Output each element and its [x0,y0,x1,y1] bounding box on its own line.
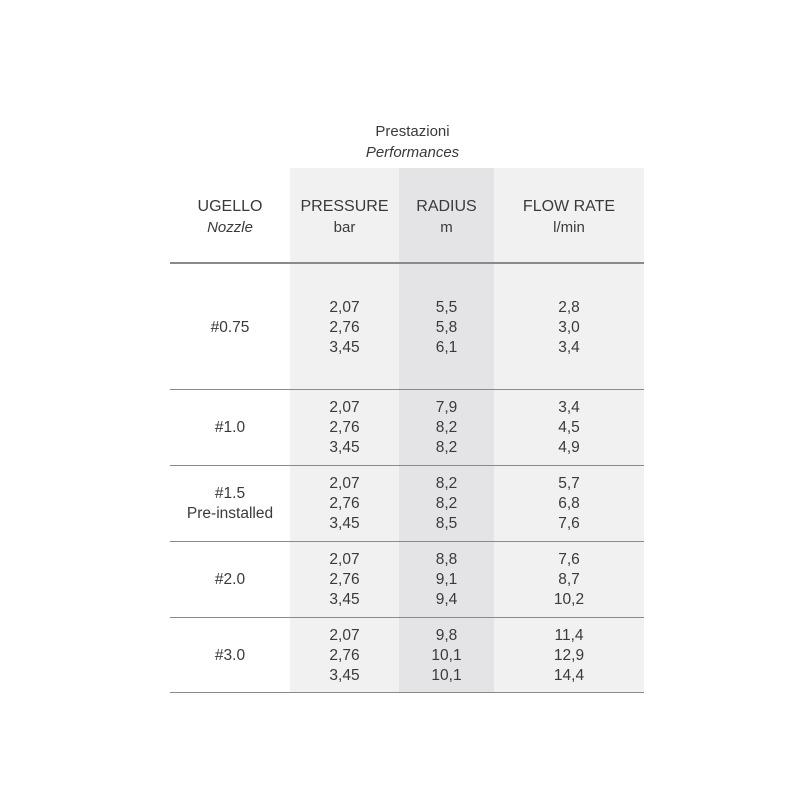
header-radius-unit: m [440,219,453,236]
radius-value: 9,8 [435,627,458,644]
header-divider [170,262,644,264]
radius-value: 7,9 [435,399,458,416]
radius-value: 10,1 [431,667,462,684]
header-pressure-unit: bar [333,219,356,236]
caption-english: Performances [365,144,460,161]
header-nozzle [170,196,290,238]
header-flow [494,196,644,238]
row-divider [170,465,644,466]
pressure-value: 3,45 [329,591,360,608]
flow-rate-value: 3,0 [558,319,580,336]
nozzle-size: #1.0 [214,419,246,436]
nozzle-cell [170,418,290,438]
radius-value: 8,2 [435,419,458,436]
radius-cell [399,550,494,610]
row-divider [170,541,644,542]
header-radius-label: RADIUS [416,198,477,215]
flow-rate-value: 2,8 [558,299,580,316]
radius-value: 9,1 [435,571,458,588]
flow-rate-value: 4,9 [558,439,580,456]
radius-value: 8,2 [435,439,458,456]
flow-cell [494,474,644,534]
flow-cell [494,550,644,610]
nozzle-cell [170,646,290,666]
radius-value: 5,8 [435,319,458,336]
flow-rate-value: 8,7 [558,571,580,588]
radius-value: 8,5 [435,515,458,532]
flow-rate-value: 5,7 [558,475,580,492]
radius-cell [399,398,494,458]
radius-cell [399,474,494,534]
flow-cell [494,298,644,358]
pressure-value: 2,76 [329,319,360,336]
header-nozzle-sub: Nozzle [207,219,253,236]
header-pressure [290,196,399,238]
flow-rate-value: 7,6 [558,515,580,532]
flow-rate-value: 14,4 [553,667,585,684]
pressure-cell [290,474,399,534]
pressure-cell [290,550,399,610]
radius-value: 5,5 [435,299,458,316]
radius-value: 10,1 [431,647,462,664]
pressure-value: 3,45 [329,439,360,456]
pressure-value: 2,76 [329,495,360,512]
header-radius [399,196,494,238]
flow-rate-value: 11,4 [554,627,584,644]
row-divider [170,617,644,618]
flow-rate-value: 7,6 [558,551,580,568]
row-divider [170,692,644,693]
radius-value: 8,2 [435,475,458,492]
header-pressure-label: PRESSURE [300,198,389,215]
radius-value: 9,4 [435,591,458,608]
radius-value: 8,8 [435,551,458,568]
pressure-value: 3,45 [329,339,360,356]
caption-italian: Prestazioni [375,123,450,140]
flow-rate-value: 6,8 [558,495,580,512]
pressure-value: 2,07 [329,399,360,416]
pressure-value: 2,76 [329,419,360,436]
radius-cell [399,298,494,358]
pressure-value: 3,45 [329,667,360,684]
pressure-value: 2,07 [329,475,360,492]
pressure-value: 2,07 [329,627,360,644]
table-caption [290,121,535,163]
pressure-cell [290,298,399,358]
nozzle-size: #2.0 [214,571,246,588]
radius-cell [399,626,494,686]
nozzle-cell [170,484,290,524]
radius-value: 8,2 [435,495,458,512]
flow-rate-value: 4,5 [558,419,580,436]
flow-cell [494,626,644,686]
nozzle-size: #0.75 [210,319,250,336]
row-divider [170,389,644,390]
pressure-cell [290,626,399,686]
header-nozzle-label: UGELLO [197,198,263,215]
pressure-value: 3,45 [329,515,360,532]
flow-cell [494,398,644,458]
flow-rate-value: 10,2 [553,591,585,608]
nozzle-size: #1.5 [214,485,246,502]
header-flow-label: FLOW RATE [522,198,616,215]
nozzle-cell [170,318,290,338]
nozzle-note: Pre-installed [186,505,274,522]
pressure-value: 2,07 [329,299,360,316]
pressure-value: 2,07 [329,551,360,568]
header-flow-unit: l/min [553,219,585,236]
nozzle-size: #3.0 [214,647,246,664]
pressure-cell [290,398,399,458]
radius-value: 6,1 [435,339,458,356]
flow-rate-value: 3,4 [558,339,580,356]
flow-rate-value: 12,9 [553,647,585,664]
pressure-value: 2,76 [329,647,360,664]
flow-rate-value: 3,4 [558,399,580,416]
nozzle-cell [170,570,290,590]
pressure-value: 2,76 [329,571,360,588]
